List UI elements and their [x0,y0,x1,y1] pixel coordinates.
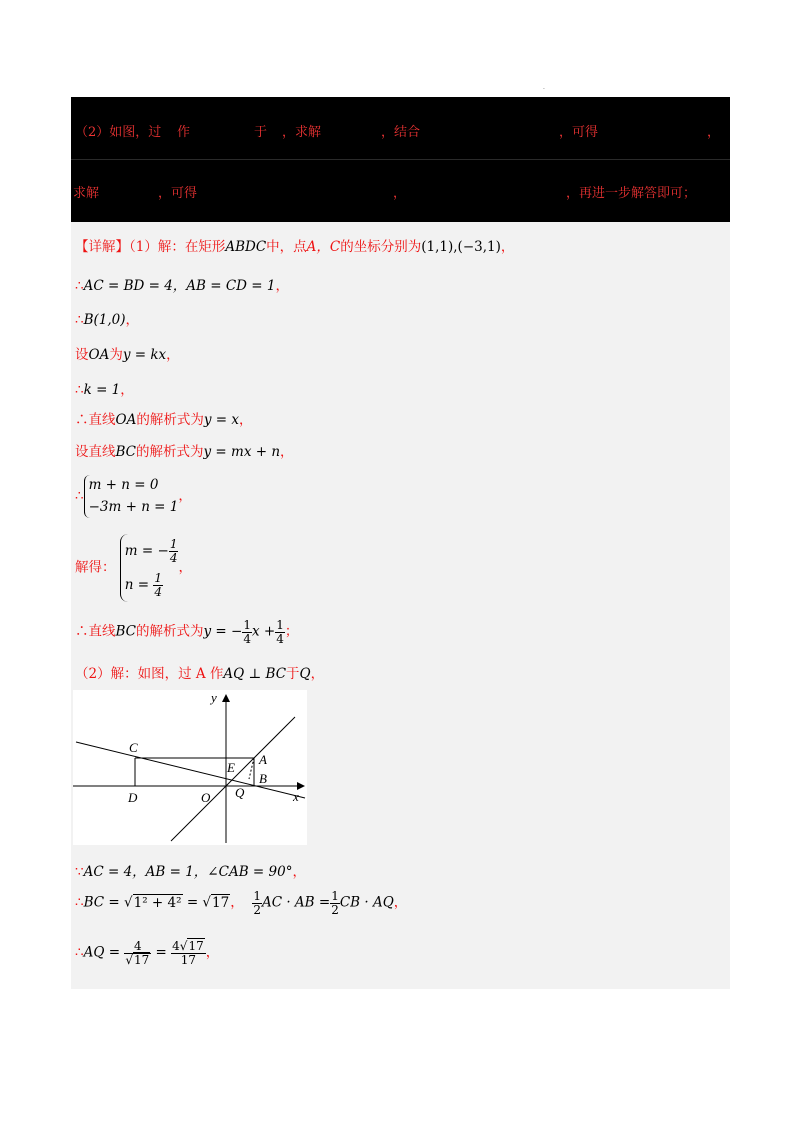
hint-text: ，结合 [381,125,421,140]
hint-row-2 [71,160,730,222]
solution-line-9: 解得： m = − $\frac{1}{4}$ n = $\frac{1}{4}$ ， [75,534,192,602]
hint-text: ，再进一步解答即可； [566,186,697,201]
solution-line-6: ∴直线OA的解析式为y = x， [75,412,253,428]
point-d-label: D [128,790,138,805]
solution-line-12: ∵AC = 4，AB = 1，∠CAB = 90°， [75,864,306,880]
hint-band [71,97,730,222]
hint-text: ， [707,125,721,140]
solution-line-5: ∴k = 1， [75,382,134,398]
point-a-label: A [259,752,267,767]
point-b-label: B [259,771,267,786]
hint-text: ， [393,186,407,201]
geometry-figure [73,690,307,845]
solution-line-8: ∴ m + n = 0 −3m + n = 1 ， [75,475,192,518]
hint-text: 作 [177,125,191,140]
solution-line-4: 设OA为y = kx， [75,347,180,363]
page-dot: . [543,84,545,91]
solution-line-7: 设直线BC的解析式为y = mx + n， [75,444,294,460]
hint-text: ，可得 [559,125,599,140]
x-axis-label: x [293,789,299,804]
point-c-label: C [129,740,138,755]
equation-system: m + n = 0 −3m + n = 1 [84,475,179,518]
hint-text: 于 [254,125,268,140]
hint-text: （2）如图，过 [75,125,162,140]
hint-row-1 [71,97,730,160]
point-q-label: Q [235,785,245,800]
solution-line-3: ∴B(1,0)， [75,312,140,328]
hint-text: ，可得 [158,186,198,201]
solution-line-11: （2）解：如图，过 A 作AQ ⊥ BC于Q， [75,666,325,682]
hint-text: ，求解 [282,125,322,140]
solution-line-14: ∴AQ = $\frac{4}{√17}$ = $\frac{4√17}{17}$ ， [75,939,220,967]
origin-label: O [201,790,211,805]
solution-panel [71,222,730,989]
solution-system: m = − $\frac{1}{4}$ n = $\frac{1}{4}$ [120,534,179,602]
coordinate-plane [73,690,307,845]
point-e-label: E [227,760,235,775]
y-axis-label: y [211,690,217,705]
solution-line-13: ∴BC = √1² + 4² = √17， $\frac{1}{2}$ AC · AB = $\frac{1}{2}$ CB · AQ， [75,889,408,917]
hint-text: 求解 [73,186,100,201]
solution-line-10: ∴直线BC的解析式为y = − $\frac{1}{4}$ x + $\frac{1}{4}$ ； [75,618,299,646]
solution-line-1: 【详解】（1）解：在矩形ABDC中，点A，C的坐标分别为(1,1),(−3,1)， [75,239,515,255]
solution-line-2: ∴AC = BD = 4，AB = CD = 1， [75,278,289,294]
